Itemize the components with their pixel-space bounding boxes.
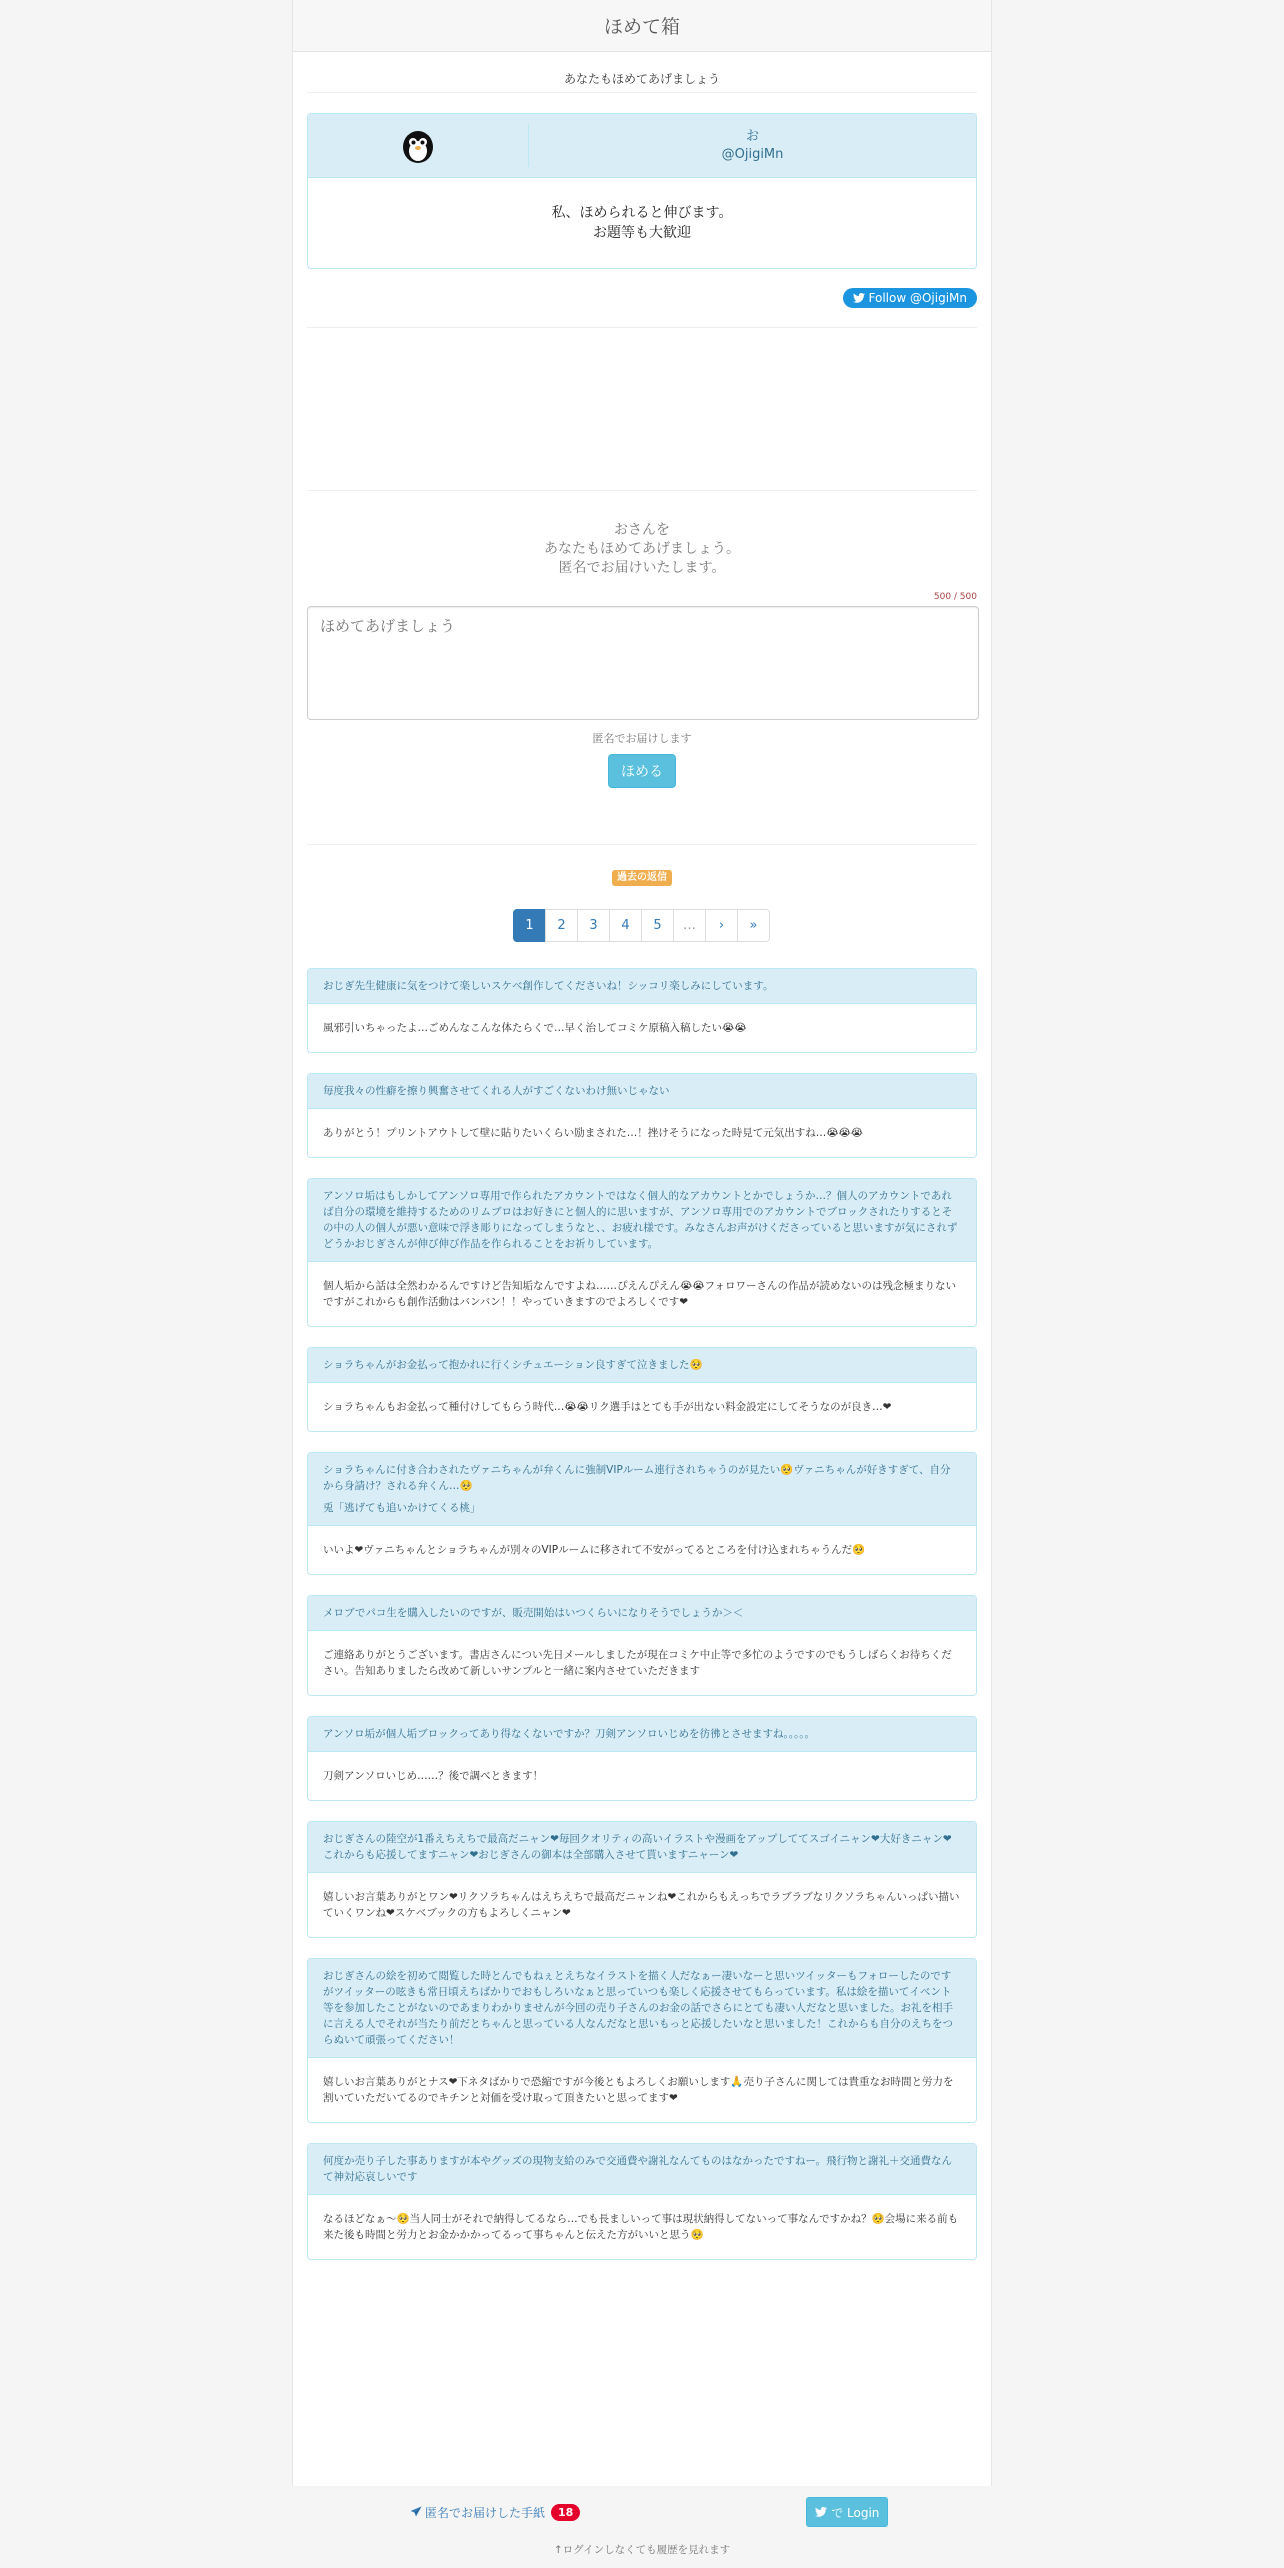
message-question: メロブでパコ生を購入したいのですが、販売開始はいつくらいになりそうでしょうか＞＜ (308, 1596, 976, 1631)
message-card (307, 1347, 977, 1432)
app-header (293, 0, 991, 52)
footer-note: ↑ログインしなくても履歴を見れます (553, 2544, 731, 2556)
message-answer: ショラちゃんもお金払って種付けしてもらう時代…😭😭リク選手はとても手が出ない料金設定にしてそうなのが良き…❤ (308, 1383, 976, 1431)
message-card (307, 1073, 977, 1158)
message-question: おじぎさんの陸空が1番えちえちで最高だニャン❤毎回クオリティの高いイラストや漫画をアップしててスゴイニャン❤大好きニャン❤これからも応援してますニャン❤おじぎさんの御本は全部購入させて貰いますニャーン❤ (308, 1822, 976, 1873)
main-container (292, 0, 992, 2486)
message-answer: ご連絡ありがとうございます。書店さんについ先日メールしましたが現在コミケ中止等で多忙のようですのでもうしばらくお待ちください。告知ありましたら改めて新しいサンプルと一緒に案内させていただきます (308, 1631, 976, 1695)
message-question: おじぎ先生健康に気をつけて楽しいスケベ創作してくださいね！シッコリ楽しみにしています。 (308, 969, 976, 1004)
message-answer: ありがとう！プリントアウトして壁に貼りたいくらい励まされた…！挫けそうになった時見て元気出すね…😭😭😭 (308, 1109, 976, 1157)
message-card (307, 1958, 977, 2123)
char-counter: 500 / 500 (933, 592, 977, 602)
profile-panel (307, 113, 977, 269)
compose-line3: 匿名でお届けいたします。 (558, 560, 726, 576)
penguin-avatar-icon (400, 128, 436, 164)
pagination (293, 909, 991, 942)
message-answer: 嬉しいお言葉ありがとワン❤リクソラちゃんはえちえちで最高だニャンね❤これからもえっちでラブラブなリクソラちゃんいっぱい描いていくワンね❤スケベブックの方もよろしくニャン❤ (308, 1873, 976, 1937)
message-answer: いいよ❤ヴァニちゃんとショラちゃんが別々のVIPルームに移されて不安がってるところを付け込まれちゃうんだ🥺 (308, 1526, 976, 1574)
message-card (307, 1452, 977, 1575)
message-card (307, 1178, 977, 1327)
message-card (307, 1821, 977, 1938)
message-card (307, 1595, 977, 1696)
message-question: 何度か売り子した事ありますが本やグッズの現物支給のみで交通費や謝礼なんてものはなかったですねー。飛行物と謝礼＋交通費なんて神対応哀しいです (308, 2144, 976, 2195)
message-question: ショラちゃんに付き合わされたヴァニちゃんが弁くんに強制VIPルーム連行されちゃうのが見たい🥺ヴァニちゃんが好きすぎて、自分から身請け？される弁くん…🥺 兎「逃げても追いかけてくる桃」 (308, 1453, 976, 1526)
message-answer: なるほどなぁ〜🥺当人同士がそれで納得してるなら…でも長ましいって事は現状納得してないって事なんですかね？🥺会場に来る前も来た後も時間と労力とお金かかかってるって事ちゃんと伝えた方がいいと思う🥺 (308, 2195, 976, 2259)
message-answer: 嬉しいお言葉ありがとナス❤下ネタばかりで恐縮ですが今後ともよろしくお願いします🙏売り子さんに関しては貴重なお時間と労力を割いていただいてるのでキチンと対価を受け取って頂きたいと思ってます❤ (308, 2058, 976, 2122)
profile-bio-line1: 私、ほめられると伸びます。 (551, 205, 733, 221)
page-ellipsis: … (673, 909, 706, 942)
page-next[interactable]: › (705, 909, 738, 942)
praise-textarea[interactable] (307, 606, 979, 720)
app-title: ほめて箱 (603, 16, 680, 38)
profile-name[interactable]: お (745, 128, 759, 144)
sent-letters-count-badge: 18 (551, 2504, 580, 2521)
profile-name-block (529, 114, 976, 177)
compose-line1: おさんを (614, 522, 670, 538)
divider (307, 844, 977, 845)
message-card (307, 968, 977, 1053)
avatar[interactable] (308, 124, 529, 167)
profile-header (308, 114, 976, 178)
paper-plane-icon (410, 2506, 422, 2518)
message-question: アンソロ垢が個人垢ブロックってあり得なくないですか？刀剣アンソロいじめを彷彿とさせますね。。。。。 (308, 1717, 976, 1752)
profile-handle[interactable]: @OjigiMn (721, 146, 784, 162)
follow-label: Follow @OjigiMn (868, 291, 967, 305)
page-link-1[interactable]: 1 (513, 909, 546, 942)
page-link-2[interactable]: 2 (545, 909, 578, 942)
message-question: おじぎさんの絵を初めて閲覧した時とんでもねぇとえちなイラストを描く人だなぁー凄いなーと思いツイッターもフォローしたのですがツイッターの呟きも常日頃えちばかりでおもしろいなぁと思っていつも楽しく応援させてもらっています。私は絵を描いてイベント等を参加したことがないのであまりわかりませんが今回の売り子さんのお金の話でさらにとても凄い人だなと思いました。お礼を相手に言える人でそれが当たり前だとちゃんと思っている人なんだなと思いもっと応援したいなと思いました！これからも自分のえちをつらぬいて頑張ってください！ (308, 1959, 976, 2058)
page-link-4[interactable]: 4 (609, 909, 642, 942)
divider (307, 92, 977, 93)
ad-space (293, 328, 991, 490)
page-subtitle: あなたもほめてあげましょう (563, 72, 720, 86)
message-answer: 個人垢から話は全然わかるんですけど告知垢なんですよね……ぴえんぴえん😭😭フォロワーさんの作品が読めないのは残念極まりないですがこれからも創作活動はバンバン！！やっていきますのでよろしくです❤ (308, 1262, 976, 1326)
message-list (293, 968, 991, 2260)
compose-line2: あなたもほめてあげましょう。 (544, 541, 740, 557)
sent-letters-link[interactable] (410, 2504, 580, 2521)
past-replies-label-row (293, 865, 991, 887)
footer-row (292, 2486, 992, 2538)
compose-intro (293, 491, 991, 578)
message-answer: 刀剣アンソロいじめ……？後で調べときます！ (308, 1752, 976, 1800)
twitter-login-button[interactable] (806, 2497, 888, 2527)
twitter-follow-button[interactable] (843, 288, 977, 308)
message-question: ショラちゃんがお金払って抱かれに行くシチュエーション良すぎて泣きました🥺 (308, 1348, 976, 1383)
page-link-3[interactable]: 3 (577, 909, 610, 942)
profile-bio (308, 178, 976, 268)
profile-bio-line2: お題等も大歓迎 (593, 225, 691, 241)
footer (292, 2486, 992, 2568)
message-question: 毎度我々の性癖を擦り興奮させてくれる人がすごくないわけ無いじゃない (308, 1074, 976, 1109)
twitter-bird-icon (853, 293, 865, 303)
message-answer: 風邪引いちゃったよ…ごめんなこんな体たらくで…早く治してコミケ原稿入稿したい😭😭 (308, 1004, 976, 1052)
past-replies-label: 過去の返信 (612, 870, 672, 886)
message-card (307, 2143, 977, 2260)
twitter-bird-icon (815, 2507, 827, 2517)
message-question: アンソロ垢はもしかしてアンソロ専用で作られたアカウントではなく個人的なアカウントとかでしょうか…？個人のアカウントであれば自分の環境を維持するためのリムブロはお好きにと個人的に思いますが、アンソロ専用でのアカウントでブロックされたりするとその中の人の個人が悪い意味で浮き彫りになってしまうなと、、お疲れ様です。みなさんお声がけくださっていると思いますが気にされずどうかおじぎさんが伸び伸び作品を作られることをお祈りしています。 (308, 1179, 976, 1262)
praise-submit-button[interactable]: ほめる (608, 754, 676, 788)
sent-letters-label: 匿名でお届けした手紙 (425, 2505, 546, 2520)
login-label: で Login (831, 2505, 880, 2520)
page-last[interactable]: » (737, 909, 770, 942)
message-card (307, 1716, 977, 1801)
follow-row (293, 269, 991, 327)
anonymous-note: 匿名でお届けします (592, 732, 692, 745)
page-link-5[interactable]: 5 (641, 909, 674, 942)
